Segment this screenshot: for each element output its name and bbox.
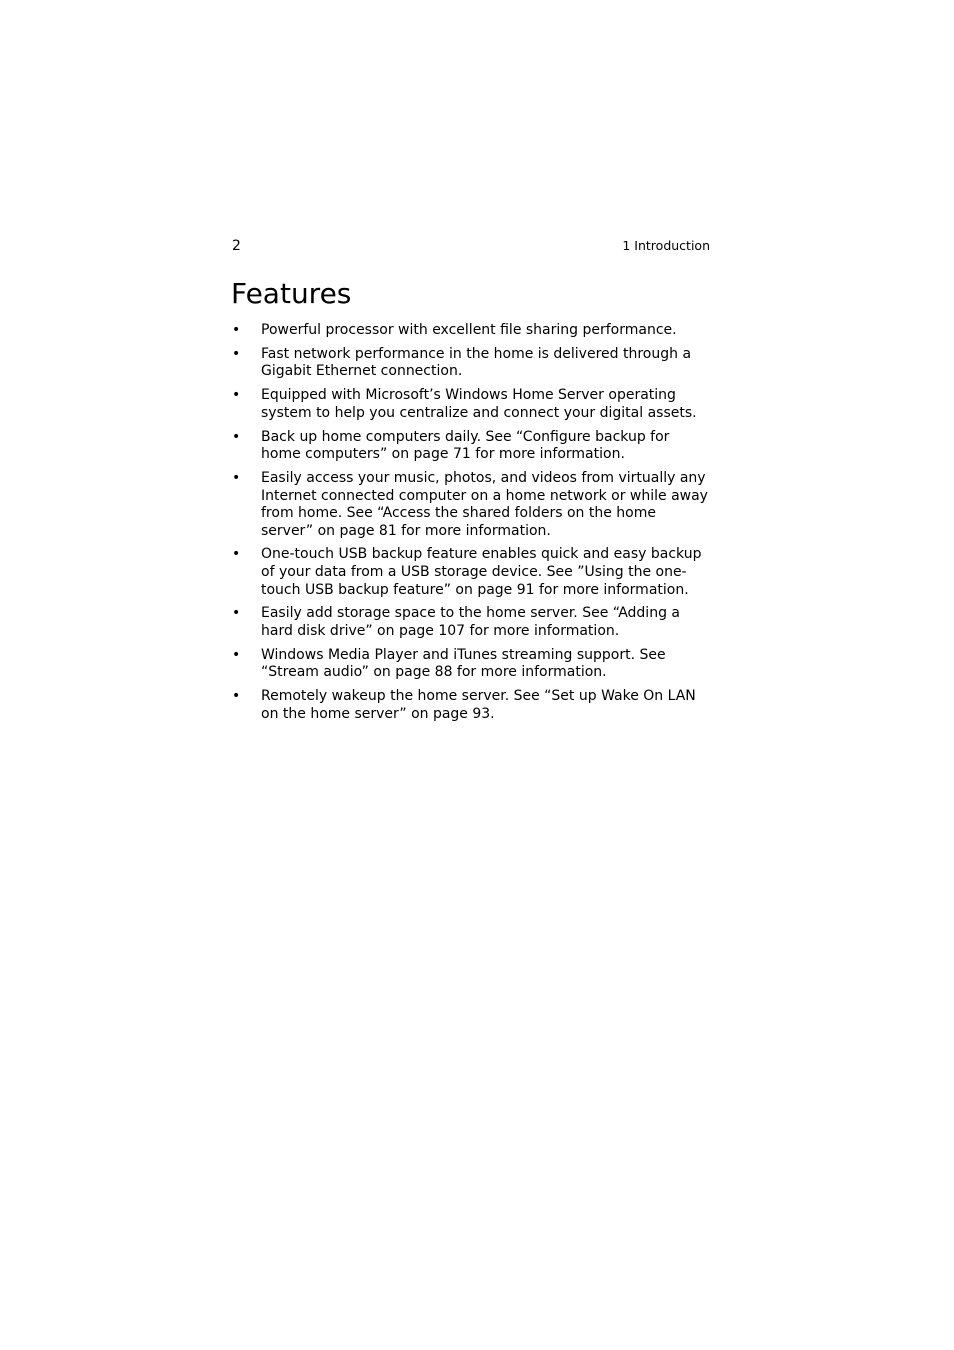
list-item bbox=[232, 346, 710, 381]
list-item bbox=[232, 387, 710, 422]
bullet-icon: • bbox=[232, 605, 241, 622]
bullet-icon: • bbox=[232, 469, 241, 486]
feature-list bbox=[232, 322, 710, 730]
bullet-icon: • bbox=[232, 546, 241, 563]
bullet-icon: • bbox=[232, 345, 241, 362]
feature-text: Easily add storage space to the home server. See “Adding a hard disk drive” on page 107 for more information. bbox=[261, 605, 680, 640]
list-item bbox=[232, 647, 710, 682]
bullet-icon: • bbox=[232, 428, 241, 445]
feature-text: Equipped with Microsoft’s Windows Home Server operating system to help you centralize and connect your digital assets. bbox=[261, 387, 697, 421]
bullet-icon: • bbox=[232, 322, 241, 338]
page-number: 2 bbox=[232, 238, 241, 254]
list-item bbox=[232, 688, 710, 723]
list-item bbox=[232, 470, 710, 540]
bullet-icon: • bbox=[232, 688, 241, 705]
list-item bbox=[232, 546, 710, 599]
feature-text: Back up home computers daily. See “Configure backup for home computers” on page 71 for more information. bbox=[261, 428, 670, 463]
feature-text: Fast network performance in the home is delivered through a Gigabit Ethernet connection. bbox=[261, 345, 692, 380]
list-item bbox=[232, 322, 710, 340]
page-header bbox=[232, 237, 710, 255]
feature-text: One-touch USB backup feature enables quick and easy backup of your data from a USB storage device. See ”Using the one-touch USB backup feature” on page 91 for more information. bbox=[261, 546, 702, 598]
bullet-icon: • bbox=[232, 646, 241, 663]
feature-text: Windows Media Player and iTunes streaming support. See “Stream audio” on page 88 for more information. bbox=[261, 646, 666, 681]
bullet-icon: • bbox=[232, 387, 241, 404]
feature-text: Remotely wakeup the home server. See “Set up Wake On LAN on the home server” on page 93. bbox=[261, 688, 696, 722]
list-item bbox=[232, 429, 710, 464]
chapter-label: 1 Introduction bbox=[622, 238, 710, 253]
list-item bbox=[232, 605, 710, 640]
feature-text: Easily access your music, photos, and videos from virtually any Internet connected computer on a home network or while away from home. See “Access the shared folders on the home server” on page 81 for more information. bbox=[261, 469, 708, 539]
section-title: Features bbox=[231, 277, 352, 310]
feature-text: Powerful processor with excellent file sharing performance. bbox=[261, 322, 677, 338]
